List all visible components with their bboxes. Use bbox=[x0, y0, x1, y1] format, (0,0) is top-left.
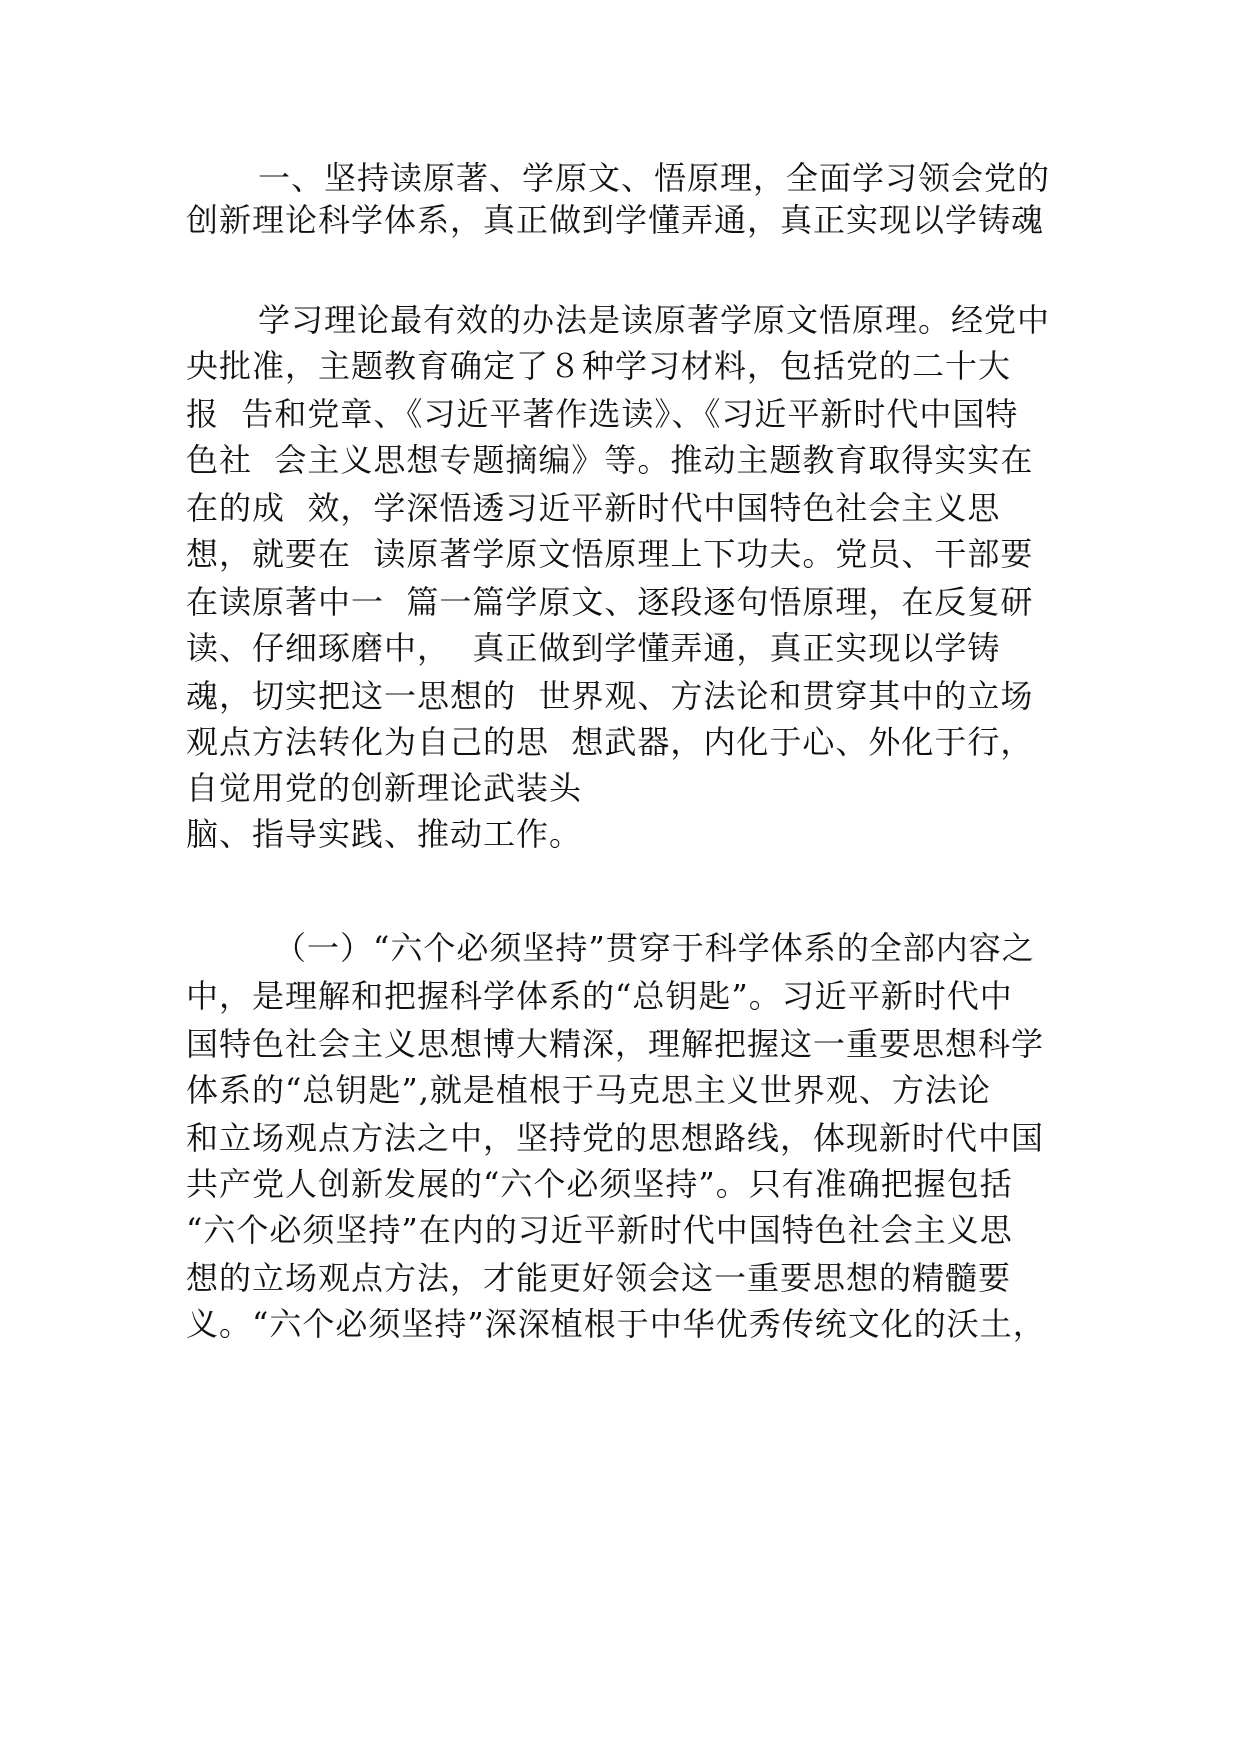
paragraph-line: 和立场观点方法之中，坚持党的思想路线，体现新时代中国 bbox=[186, 1119, 1045, 1157]
paragraph-line: 学习理论最有效的办法是读原著学原文悟原理。经党中 bbox=[258, 301, 1051, 339]
paragraph-line: 自觉用党的创新理论武装头 bbox=[186, 769, 583, 807]
paragraph-line: 脑、指导实践、推动工作。 bbox=[186, 815, 583, 853]
paragraph-line: 体系的“总钥匙”,就是植根于马克思主义世界观、方法论 bbox=[186, 1071, 991, 1109]
paragraph-line: 在读原著中一 篇一篇学原文、逐段逐句悟原理，在反复研 bbox=[186, 583, 1034, 621]
heading-line: 创新理论科学体系，真正做到学懂弄通，真正实现以学铸魂 bbox=[186, 201, 1045, 239]
paragraph-line: 观点方法转化为自己的思 想武器，内化于心、外化于行， bbox=[186, 723, 1034, 761]
paragraph-line: 读、仔细琢磨中， 真正做到学懂弄通，真正实现以学铸 bbox=[186, 629, 1001, 667]
paragraph-line: 魂，切实把这一思想的 世界观、方法论和贯穿其中的立场 bbox=[186, 677, 1034, 715]
paragraph-line: 色社 会主义思想专题摘编》等。推动主题教育取得实实在 bbox=[186, 441, 1034, 479]
paragraph-line: 义。“六个必须坚持”深深植根于中华优秀传统文化的沃土， bbox=[186, 1305, 1046, 1343]
paragraph-line: “六个必须坚持”在内的习近平新时代中国特色社会主义思 bbox=[186, 1211, 1013, 1249]
heading-line: 一、坚持读原著、学原文、悟原理，全面学习领会党的 bbox=[258, 159, 1051, 197]
paragraph-line: 想，就要在 读原著学原文悟原理上下功夫。党员、干部要 bbox=[186, 535, 1034, 573]
paragraph-line: 中，是理解和把握科学体系的“总钥匙”。习近平新时代中 bbox=[186, 977, 1013, 1015]
paragraph-line: 想的立场观点方法，才能更好领会这一重要思想的精髓要 bbox=[186, 1259, 1012, 1297]
paragraph-line: 央批准，主题教育确定了８种学习材料，包括党的二十大 bbox=[186, 347, 1012, 385]
paragraph-line: 共产党人创新发展的“六个必须坚持”。只有准确把握包括 bbox=[186, 1165, 1013, 1203]
paragraph-line: （一）“六个必须坚持”贯穿于科学体系的全部内容之 bbox=[274, 929, 1035, 967]
paragraph-line: 国特色社会主义思想博大精深，理解把握这一重要思想科学 bbox=[186, 1025, 1045, 1063]
paragraph-line: 报 告和党章、《习近平著作选读》、《习近平新时代中国特 bbox=[186, 395, 1019, 433]
paragraph-line: 在的成 效，学深悟透习近平新时代中国特色社会主义思 bbox=[186, 489, 1001, 527]
